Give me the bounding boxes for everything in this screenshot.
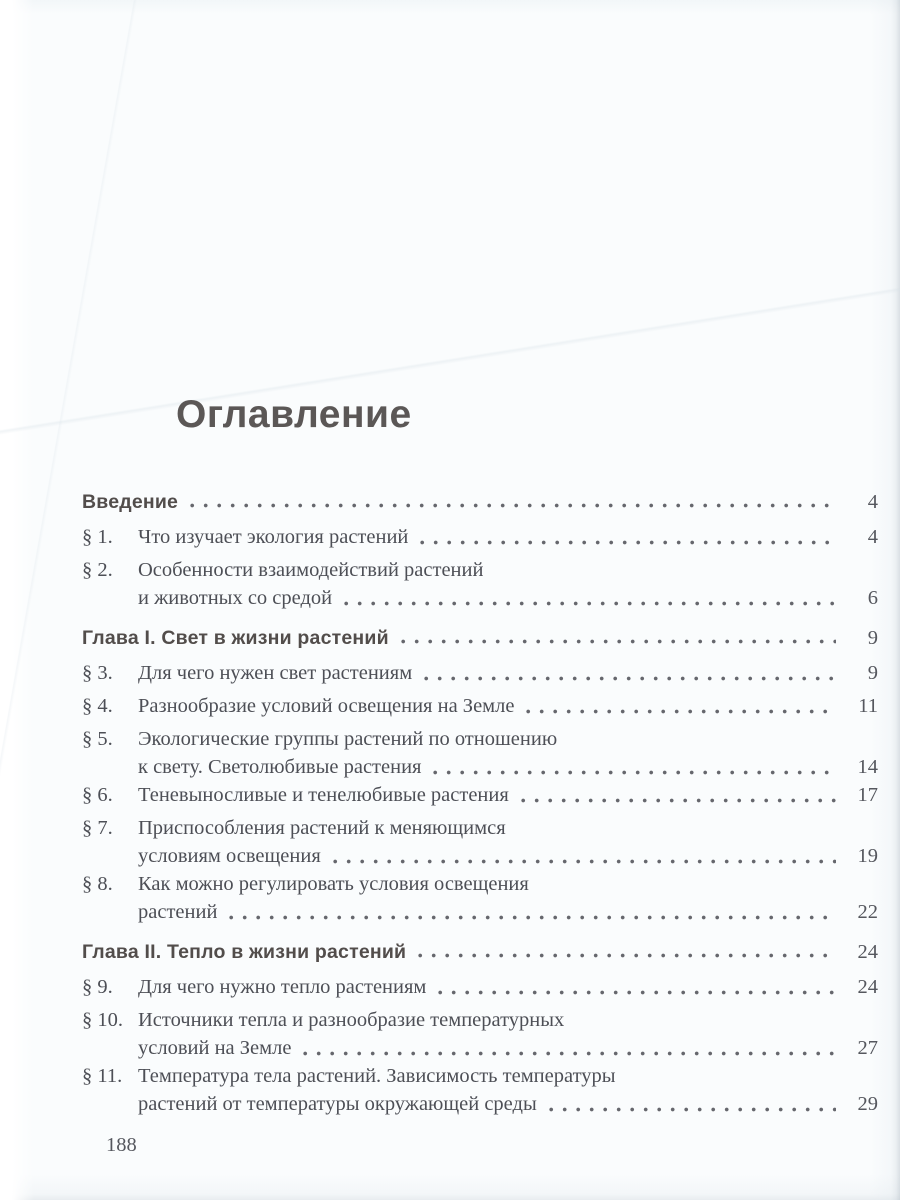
toc-entry-text: Для чего нужен свет растениям: [138, 662, 413, 684]
toc-entry-number: § 9.: [82, 976, 113, 998]
toc-entry: [82, 814, 880, 870]
toc-entry-text: Приспособления растений к меняющимся: [138, 817, 506, 839]
toc-entry-text: Особенности взаимодействий растений: [138, 559, 484, 581]
dot-leader: [333, 858, 836, 865]
toc-entry-line: [138, 842, 880, 870]
dot-leader: [303, 1050, 836, 1057]
toc-page-number: 19: [857, 845, 878, 867]
toc-entry-body: [138, 781, 880, 809]
toc-entry-text: Теневыносливые и тенелюбивые растения: [138, 784, 509, 806]
toc-page-number: 27: [857, 1037, 878, 1059]
toc-entry-number: § 3.: [82, 662, 113, 684]
dot-leader: [526, 708, 836, 715]
toc-entry-text: к свету. Светолюбивые растения: [138, 756, 422, 778]
toc-entry-body: [138, 870, 880, 926]
toc-entry: [82, 973, 880, 1001]
toc-entry-number: § 2.: [82, 559, 113, 581]
toc-entry-text: Источники тепла и разнообразие температурных: [138, 1009, 565, 1031]
toc-page-number: 29: [857, 1093, 878, 1115]
toc-entry-body: [138, 725, 880, 781]
toc-page-number: 11: [858, 695, 878, 717]
dot-leader: [190, 502, 836, 509]
toc-section-label: Глава II. Тепло в жизни растений: [82, 941, 407, 963]
dot-leader: [401, 638, 836, 645]
toc-entry-body: [138, 814, 880, 870]
toc-entry-number: § 11.: [82, 1065, 123, 1087]
toc-entry-line: [138, 781, 880, 809]
toc-entry: [82, 1006, 880, 1062]
toc-entry-line: [138, 523, 880, 551]
dot-leader: [549, 1106, 836, 1113]
toc-entry-number: § 6.: [82, 784, 113, 806]
toc-page-number: 14: [857, 756, 878, 778]
toc-entry-text: растений от температуры окружающей среды: [138, 1093, 537, 1115]
toc-entry-number: § 5.: [82, 728, 113, 750]
toc-entry-line: [138, 1090, 880, 1118]
toc-entry-number: § 10.: [82, 1009, 123, 1031]
toc-section-label: Глава I. Свет в жизни растений: [82, 627, 389, 649]
toc-entry: [82, 659, 880, 687]
toc-entry-text: Температура тела растений. Зависимость температуры: [138, 1065, 616, 1087]
toc-entry-number: § 1.: [82, 526, 113, 548]
folio-page-number: 188: [106, 1134, 137, 1156]
toc-entry-number: § 8.: [82, 873, 113, 895]
page-title: Оглавление: [176, 393, 412, 436]
toc-entry: [82, 692, 880, 720]
toc-entry-text: Как можно регулировать условия освещения: [138, 873, 529, 895]
toc-entry: [82, 556, 880, 612]
toc-entry-line: [138, 1034, 880, 1062]
toc-entry-text: и животных со средой: [138, 587, 333, 609]
dot-leader: [521, 797, 836, 804]
toc-page-number: 4: [867, 491, 878, 513]
toc-entry-line: [138, 973, 880, 1001]
dot-leader: [418, 952, 836, 959]
toc-section-heading: [82, 490, 880, 514]
toc-page-number: 22: [857, 901, 878, 923]
toc-entry: [82, 870, 880, 926]
toc-section-heading: [82, 940, 880, 964]
toc-entry-body: [138, 973, 880, 1001]
toc-entry-number: § 7.: [82, 817, 113, 839]
toc-page-number: 17: [857, 784, 878, 806]
dot-leader: [420, 539, 836, 546]
dot-leader: [424, 675, 836, 682]
toc-page-number: 24: [857, 941, 878, 963]
toc-section-label: Введение: [82, 491, 179, 513]
toc-entry-text: Что изучает экология растений: [138, 526, 409, 548]
toc-entry-body: [138, 1006, 880, 1062]
toc-entry-text: условий на Земле: [138, 1037, 292, 1059]
toc-entry-line: [138, 692, 880, 720]
toc-entry: [82, 781, 880, 809]
toc-entry-number: § 4.: [82, 695, 113, 717]
toc-entry-body: [138, 556, 880, 612]
toc-page-number: 9: [867, 662, 878, 684]
toc-page-number: 24: [857, 976, 878, 998]
dot-leader: [438, 989, 836, 996]
toc-entry: [82, 523, 880, 551]
toc-entry-line: [138, 753, 880, 781]
table-of-contents: [82, 490, 880, 1118]
toc-page-number: 9: [867, 627, 878, 649]
dot-leader: [433, 769, 836, 776]
dot-leader: [344, 600, 836, 607]
toc-section-heading: [82, 626, 880, 650]
toc-entry-text: условиям освещения: [138, 845, 321, 867]
toc-entry-body: [138, 523, 880, 551]
toc-entry-text: растений: [138, 901, 218, 923]
toc-entry-body: [138, 659, 880, 687]
toc-entry-line: [138, 898, 880, 926]
dot-leader: [229, 914, 836, 921]
toc-entry-line: [138, 584, 880, 612]
toc-entry-body: [138, 692, 880, 720]
toc-entry-line: [138, 659, 880, 687]
toc-entry-text: Экологические группы растений по отношению: [138, 728, 558, 750]
toc-entry-text: Для чего нужно тепло растениям: [138, 976, 427, 998]
toc-entry-text: Разнообразие условий освещения на Земле: [138, 695, 515, 717]
toc-page-number: 6: [867, 587, 878, 609]
toc-page-number: 4: [867, 526, 878, 548]
toc-entry-body: [138, 1062, 880, 1118]
toc-entry: [82, 1062, 880, 1118]
toc-entry: [82, 725, 880, 781]
